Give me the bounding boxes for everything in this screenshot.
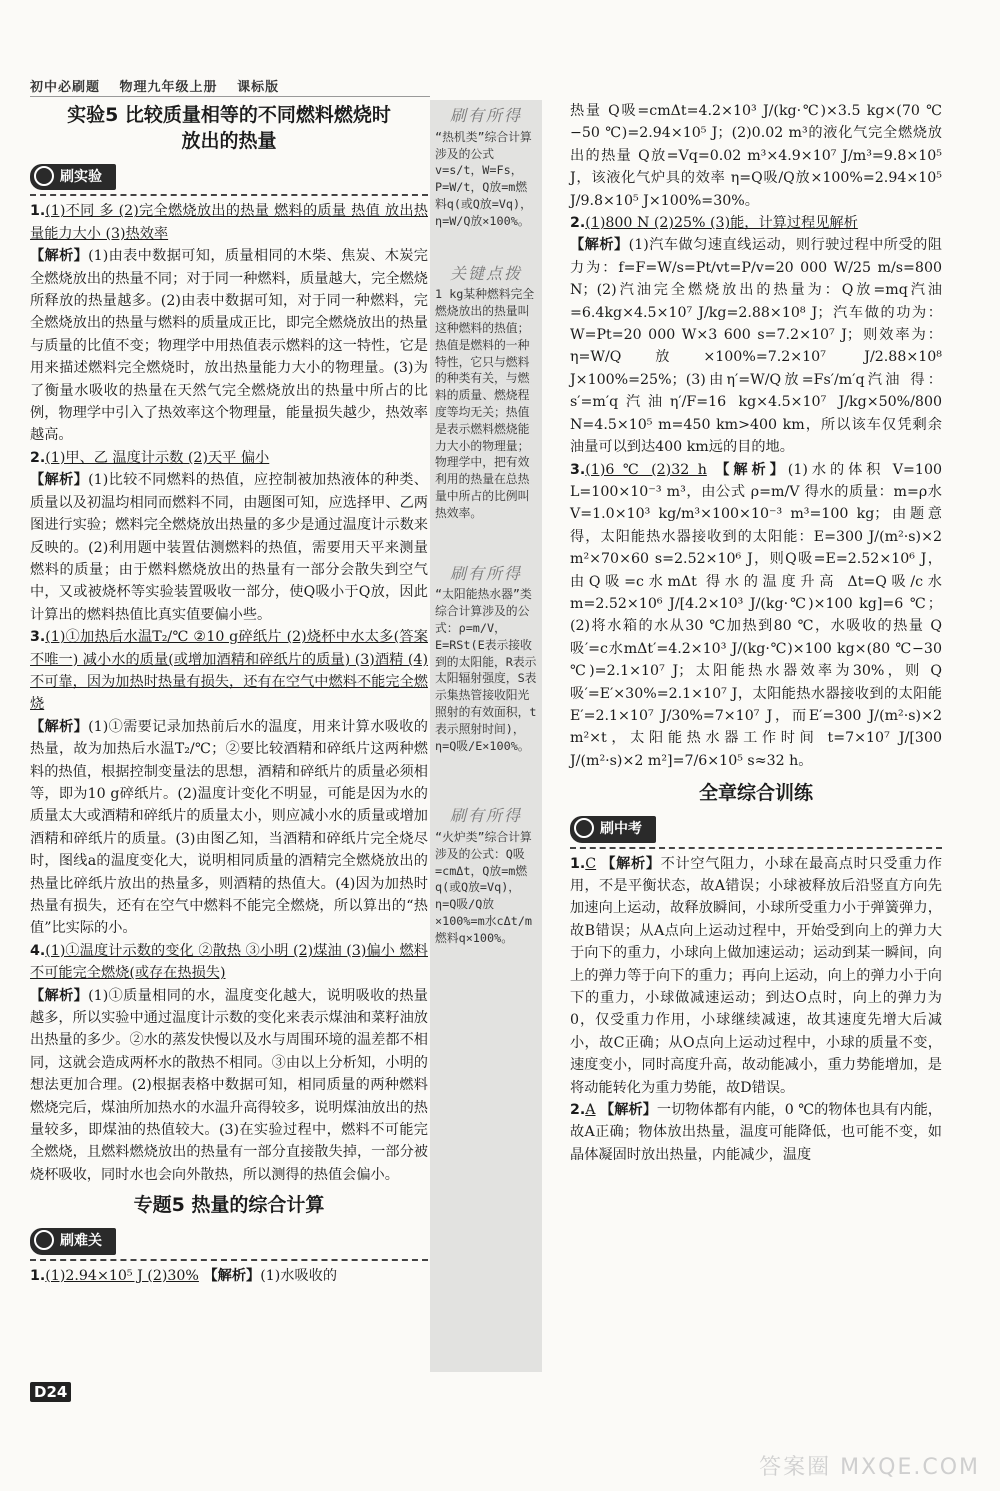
side-note-heading: 刷有所得 [449,806,522,826]
answer-item [30,200,428,446]
answer-item [570,1099,942,1166]
side-note-text: 1 kg某种燃料完全燃烧放出的热量叫这种燃料的热值；热值是燃料的一种特性，它只与燃料的种类有关，与燃料的质量、燃烧程度等均无关；热值是表示燃料燃烧能力大小的物理量；物理学中，把有效利用的热量在总热量中所占的比例叫热效率。 [435,287,535,520]
analysis-label: 【解析】 [601,855,661,872]
analysis-label: 【解析】 [715,461,788,478]
answer-item [570,212,942,458]
answer-item [30,626,428,940]
analysis-label: 【解析】 [570,237,629,254]
section-title-chapter-review: 全章综合训练 [698,782,813,805]
side-note-heading: 刷有所得 [449,106,522,125]
badge-row [30,1224,428,1260]
answer-text: (1)6 ℃ (2)32 h [585,461,707,478]
side-note [430,800,542,952]
item-number: 2. [30,449,46,466]
analysis-text: (1)①质量相同的水，温度变化越大，说明吸收的热量越多，所以实验中通过温度计示数的变化来表示煤油和菜籽油放出热量的多少。②水的蒸发快慢以及水与周围环境的温差都不相同，这就会造成两杯水的散热不相同。③由以上分析知，小明的想法更加合理。(2)根据表格中数据可知，相同质量的两种燃料燃烧完后，煤油所加热水的水温升高得较多，说明煤油放出的热量较多，即煤油的热值较大。(3)在实验过程中，燃料不可能完全燃烧，且燃料燃烧放出的热量有一部分直接散失掉，一部分被烧杯吸收，同时水也会向外散热，所以测得的热值会偏小。 [30,987,428,1183]
side-note-heading: 刷有所得 [449,563,522,583]
left-column [30,100,428,1287]
analysis-label: 【解析】 [30,248,89,265]
running-header [30,76,293,95]
analysis-label: 【解析】 [30,987,89,1004]
side-note-text: “火炉类”综合计算涉及的公式：Q吸=cmΔt，Q放=m燃q(或Q放=Vq)，η=Q吸/Q放×100%=m水cΔt/m燃料q×100%。 [435,830,533,945]
analysis-label: 【解析】 [203,1267,261,1284]
item-number: 1. [30,203,46,220]
item-number: 1. [570,855,586,872]
side-notes-column [430,100,542,1372]
answer-item [30,1265,428,1287]
badge-shuashiyan: 刷实验 [30,164,116,190]
analysis-text: (1)①需要记录加热前后水的温度，用来计算水吸收的热量，故为加热后水温T₂/℃；②要比较酒精和碎纸片这两种燃料的热值，根据控制变量法的思想，酒精和碎纸片的质量必须相等，即为10 g碎纸片。(2)温度计变化不明显，可能是因为水的质量太大或酒精和碎纸片的质量太小，则应减小水的质量或增加酒精和碎纸片的质量。(3)由图乙知，当酒精和碎纸片完全烧尽时，图线a的温度变化大，说明相同质量的酒精完全燃烧放出的热量比碎纸片放出的热量多，则酒精的热值大。(4)因为加热时热量有损失，还有在空气中燃料不能完全燃烧，所以算出的“热值”比实际的小。 [30,718,428,937]
watermark: 答案圈 MXQE.COM [759,1455,980,1480]
side-note [430,258,542,528]
item-number: 1. [30,1267,46,1284]
side-note-text: “热机类”综合计算涉及的公式 v=s/t，W=Fs，P=W/t，Q放=m燃料q(或Q放=Vq)，η=W/Q放×100%。 [435,129,532,228]
analysis-text: 一切物体都有内能，0 ℃的物体也具有内能，故A正确；物体放出热量，温度可能降低，也可能不变，如晶体凝固时放出热量，内能减少，温度 [570,1102,942,1163]
title-line-2: 放出的热量 [181,130,277,152]
book-label: 物理九年级上册 [119,80,218,95]
badge-shuananguan: 刷难关 [30,1228,116,1254]
side-note-text: “太阳能热水器”类综合计算涉及的公式：ρ=m/V，E=RSt(E表示接收到的太阳能，R表示太阳辐射强度，S表示集热管接收阳光照射的有效面积，t表示照射时间)，η=Q吸/E×100%。 [435,587,537,753]
item-number: 2. [570,1102,586,1119]
answer-text: (1)①温度计示数的变化 ②散热 ③小明 (2)煤油 (3)偏小 燃料不可能完全燃烧(或存在热损失) [30,942,428,982]
analysis-text: 不计空气阻力，小球在最高点时只受重力作用，不是平衡状态，故A错误；小球被释放后沿竖直方向先加速向上运动，故释放瞬间，小球所受重力小于弹簧弹力，故B错误；从A点向上运动过程中，开始受到向上的弹力大于向下的重力，小球向上做加速运动；运动到某一瞬间，向上的弹力等于向下的重力；再向上运动，向上的弹力小于向下的重力，小球做减速运动；到达O点时，向上的弹力为0，仅受重力作用，小球继续减速，故其速度先增大后减小，故C正确；从O点向上运动过程中，小球的质量不变，速度变小，同时高度升高，故动能减小，重力势能增加，是将动能转化为重力势能，故D错误。 [570,855,942,1096]
answer-item [30,940,428,1186]
badge-row [30,160,428,196]
analysis-label: 【解析】 [30,472,89,489]
item-number: 4. [30,942,46,959]
analysis-text: (1)汽车做匀速直线运动，则行驶过程中所受的阻力为：f=F=W/s=Pt/vt=P/v=20 000 W/25 m/s=800 N；(2)汽油完全燃烧放出的热量为：Q放=mq汽油=6.4kg×4.5×10⁷ J/kg=2.88×10⁸ J；汽车做的功为：W=Pt=20 000 W×3 600 s=7.2×10⁷ J；则效率为：η=W/Q放×100%=7.2×10⁷ J/2.88×10⁸ J×100%=25%；(3)由η′=W/Q放=Fs′/m′q汽油 得：s′=m′q汽油η′/F=16 kg×4.5×10⁷ J/kg×50%/800 N=4.5×10⁵ m=450 km>400 km，所以该车仅凭剩余油量可以到达400 km远的目的地。 [570,237,942,456]
analysis-text: (1)水吸收的 [260,1267,338,1284]
section-title-experiment5 [30,102,428,154]
side-note [430,558,542,761]
answer-text: (1)800 N (2)25% (3)能，计算过程见解析 [585,215,858,232]
answer-text: (1)2.94×10⁵ J (2)30% [45,1267,199,1284]
side-note [430,100,542,236]
title-line-1: 实验5 比较质量相等的不同燃料燃烧时 [67,104,391,126]
answer-item [30,447,428,626]
answer-text: (1)不同 多 (2)完全燃烧放出的热量 燃料的质量 热值 放出热量能力大小 (3)热效率 [30,203,428,242]
answer-item [570,459,942,773]
right-column [570,100,942,1166]
analysis-label: 【解析】 [600,1102,657,1119]
series-label: 初中必刷题 [30,80,101,95]
analysis-text: (1)水的体积 V=100 L=100×10⁻³ m³，由公式 ρ=m/V 得水的质量：m=ρ水V=1.0×10³ kg/m³×100×10⁻³ m³=100 kg；由题意得，太阳能热水器接收到的太阳能：E=300 J/(m²·s)×2 m²×70×60 s=2.52×10⁶ J，则Q吸=E=2.52×10⁶ J，由Q吸=c水mΔt 得水的温度升高 Δt=Q吸/c水m=2.52×10⁶ J/[4.2×10³ J/(kg·℃)×100 kg]=6 ℃；(2)将水箱的水从30 ℃加热到80 ℃，水吸收的热量 Q吸′=c水mΔt′=4.2×10³ J/(kg·℃)×100 kg×(80 ℃−30 ℃)=2.1×10⁷ J；太阳能热水器效率为30%，则 Q吸′=E′×30%=2.1×10⁷ J，太阳能热水器接收到的太阳能 E′=2.1×10⁷ J/30%=7×10⁷ J，而E′=300 J/(m²·s)×2 m²×t，太阳能热水器工作时间 t=7×10⁷ J/[300 J/(m²·s)×2 m²]=7/6×10⁵ s≈32 h。 [570,461,942,769]
header-rule [30,96,430,97]
analysis-label: 【解析】 [30,718,89,735]
badge-row [570,812,942,848]
side-note-heading: 关键点拨 [449,263,522,283]
page-number: D24 [30,1382,71,1402]
analysis-text: (1)比较不同燃料的热值，应控制被加热液体的种类、质量以及初温均相同而燃料不同，由题图可知，应选择甲、乙两图进行实验；燃料完全燃烧放出热量的多少是通过温度计示数来反映的。(2)利用题中装置估测燃料的热值，需要用天平来测量燃料的质量；由于燃料燃烧放出的热量有一部分会散失到空气中，又或被烧杯等实验装置吸收一部分，使Q吸小于Q放，因此计算出的燃料热值比真实值要偏小些。 [30,472,428,623]
analysis-text: (1)由表中数据可知，质量相同的木柴、焦炭、木炭完全燃烧放出的热量不同；对于同一种燃料，质量越大，完全燃烧所释放的热量越多。(2)由表中数据可知，对于同一种燃料，完全燃烧放出的热量与燃料的质量成正比，即完全燃烧放出的热量与质量的比值不变；物理学中用热值表示燃料的这一特性，它是用来描述燃料完全燃烧时，放出热量能力大小的物理量。(3)为了衡量水吸收的热量在天然气完全燃烧放出的热量中所占的比例，物理学中引入了热效率这个物理量，能量损失越少，热效率越高。 [30,248,428,444]
section-title-topic5: 专题5 热量的综合计算 [133,1194,325,1217]
answer-item [570,853,942,1099]
item-number: 3. [30,629,46,646]
item-number: 3. [570,461,586,478]
answer-text: (1)甲、乙 温度计示数 (2)天平 偏小 [45,449,270,466]
answer-text: (1)①加热后水温T₂/℃ ②10 g碎纸片 (2)烧杯中水太多(答案不唯一) 减小水的质量(或增加酒精和碎纸片的质量) (3)酒精 (4)不可靠，因为加热时热量有损失，还有在空气中燃料不能完全燃烧 [30,629,428,713]
badge-shuazhongkao: 刷中考 [570,816,656,842]
item-number: 2. [570,215,586,232]
answer-text: C [585,855,597,872]
edition-label: 课标版 [237,80,280,95]
answer-text: A [585,1102,596,1119]
continued-text: 热量 Q吸=cmΔt=4.2×10³ J/(kg·℃)×3.5 kg×(70 ℃−50 ℃)=2.94×10⁵ J；(2)0.02 m³的液化气完全燃烧放出的热量 Q放=Vq=0.02 m³×4.9×10⁷ J/m³=9.8×10⁵ J，该液化气炉具的效率 η=Q吸/Q放×100%=2.94×10⁵ J/9.8×10⁵ J×100%=30%。 [570,103,942,209]
